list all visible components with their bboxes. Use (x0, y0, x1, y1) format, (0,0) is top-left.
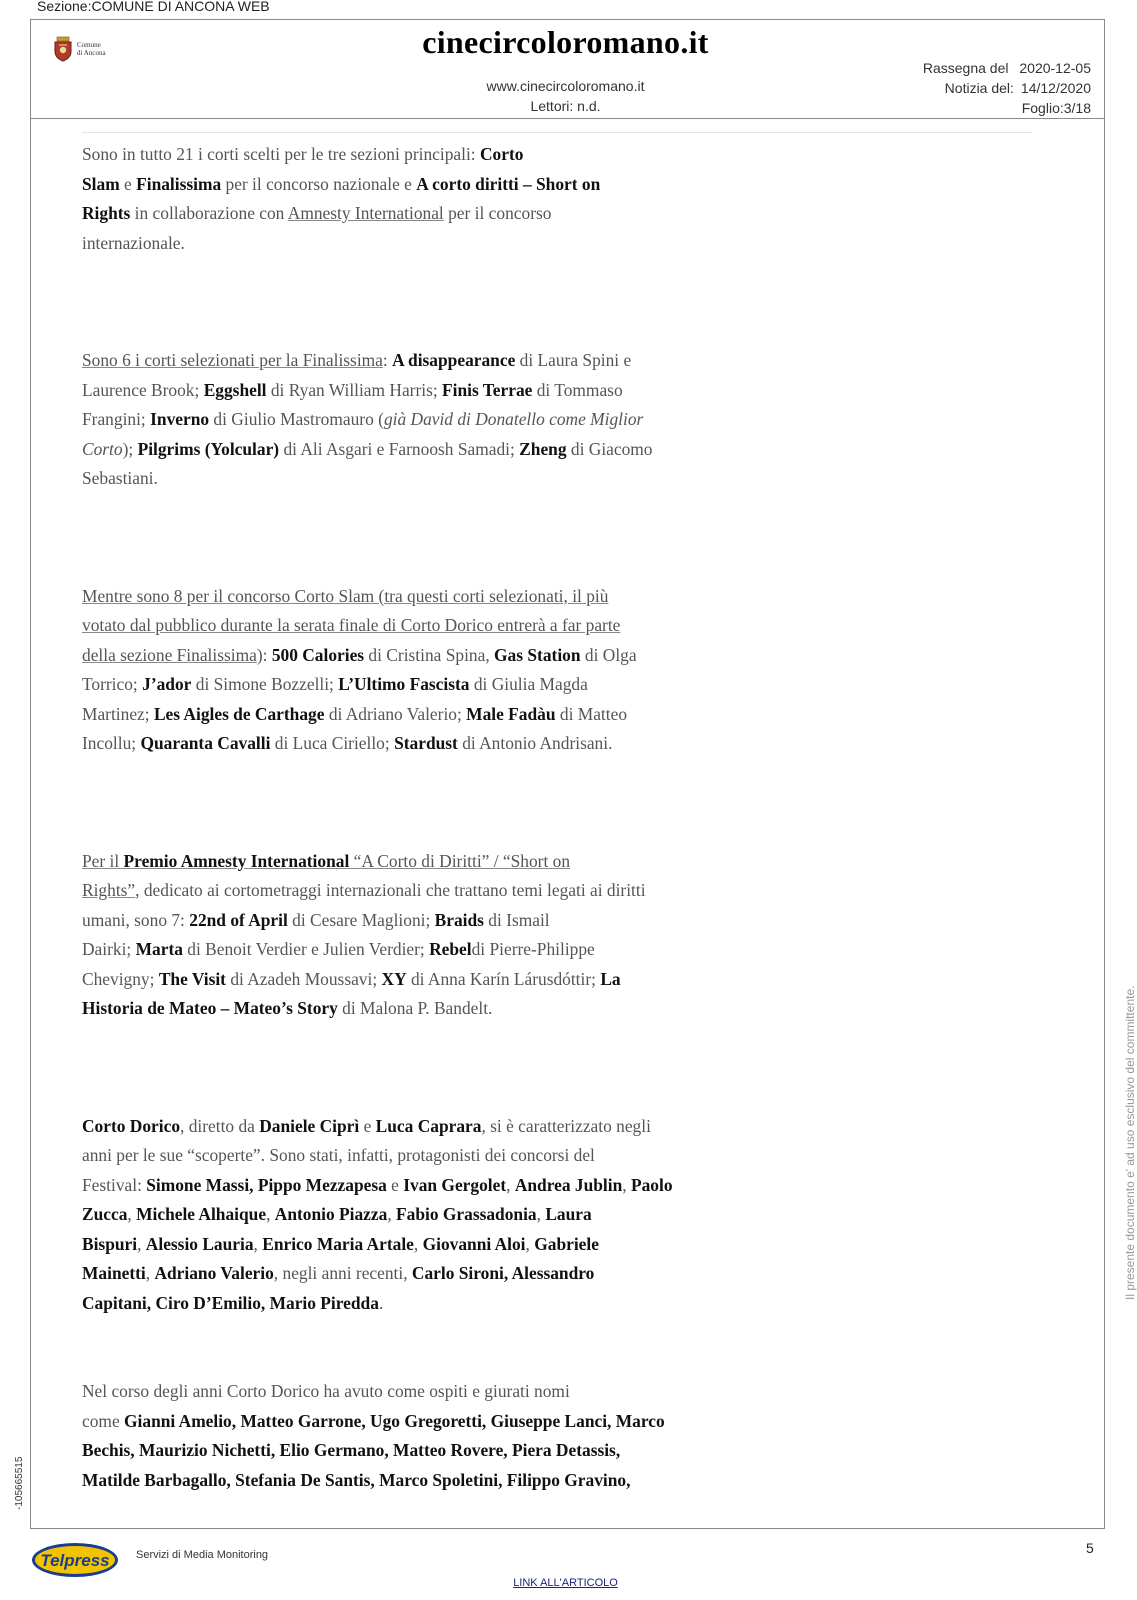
bold-run: Antonio Piazza (274, 1204, 388, 1224)
text-run: , (137, 1233, 146, 1254)
bold-run: The Visit (158, 968, 226, 989)
text-run: della sezione Finalissima) (82, 644, 263, 665)
text-run: di Pierre-Philippe (471, 939, 595, 959)
text-run: Laurence Brook; (82, 379, 204, 400)
text-run: di Cristina Spina, (364, 644, 495, 665)
text-run: di Adriano Valerio; (324, 703, 467, 724)
text-run: Frangini; (82, 409, 151, 429)
bold-run: Pilgrims (Yolcular) (137, 438, 280, 459)
text-run: Chevigny; (82, 968, 159, 989)
text-run: Mentre sono 8 per il concorso Corto Slam (tra questi corti selezionati, il più (82, 585, 609, 606)
bold-run: Enrico Maria Artale (262, 1233, 414, 1254)
paragraph-guests-jurors (82, 1377, 762, 1495)
text-run: di Giulio Mastromauro ( (209, 409, 384, 429)
text-run: Nel corso degli anni Corto Dorico ha avuto come ospiti e giurati nomi (82, 1381, 570, 1401)
text-run: e (359, 1115, 376, 1136)
text-run: , (266, 1204, 275, 1224)
article-body (82, 140, 762, 1495)
text-run: Per il (82, 850, 124, 871)
bold-run: Ivan Gergolet (403, 1174, 507, 1195)
header-subdivider (82, 132, 1032, 133)
bold-run: La (600, 968, 621, 989)
bold-run: A disappearance (392, 350, 516, 370)
text-run: anni per le sue “scoperte”. Sono stati, infatti, protagonisti dei concorsi del (82, 1145, 595, 1165)
text-run: di Tommaso (532, 379, 623, 400)
text-run: internazionale. (82, 232, 185, 253)
bold-run: Giovanni Aloi (422, 1233, 526, 1254)
bold-run: J’ador (142, 674, 192, 694)
italic-run: già David di Donatello come Miglior (383, 409, 644, 429)
bold-run: Simone Massi, Pippo Mezzapesa (146, 1174, 387, 1195)
text-run: , negli anni recenti, (273, 1263, 412, 1283)
text-run: Martinez; (82, 703, 154, 724)
text-run: Rights” (82, 880, 136, 900)
bold-run: 22nd of April (189, 909, 288, 930)
bold-run: Luca Caprara (375, 1115, 482, 1136)
text-run: , dedicato ai cortometraggi internazionali che trattano temi legati ai diritti (135, 880, 646, 900)
text-run: , (506, 1174, 515, 1195)
text-run: Festival: (82, 1174, 147, 1195)
text-run: e (119, 173, 137, 194)
bold-run: Gianni Amelio, Matteo Garrone, Ugo Gregoretti, Giuseppe Lanci, Marco (124, 1410, 665, 1431)
text-run: ); (122, 438, 138, 459)
text-run: in collaborazione con (130, 203, 288, 223)
text-run: di Antonio Andrisani. (457, 733, 613, 753)
rassegna-date: Rassegna del 2020-12-05 (922, 60, 1091, 76)
foglio-number: Foglio:3/18 (1021, 100, 1091, 116)
bold-run: Male Fadàu (466, 703, 556, 724)
telpress-tagline: Servizi di Media Monitoring (136, 1549, 269, 1561)
bold-run: Finalissima (136, 173, 222, 194)
text-run: . (378, 1292, 384, 1313)
bold-run: Carlo Sironi, Alessandro (411, 1263, 595, 1283)
bold-run: Inverno (150, 409, 210, 429)
text-run: di Ismail (483, 909, 550, 930)
text-run: di Matteo (555, 703, 628, 724)
text-run: , (253, 1233, 263, 1254)
bold-run: Michele Alhaique (136, 1204, 267, 1224)
bold-run: Daniele Ciprì (259, 1115, 360, 1136)
text-run: , (127, 1204, 137, 1224)
text-run: Sono in tutto 21 i corti scelti per le tre sezioni principali: (82, 144, 480, 164)
bold-run: Andrea Jublin (514, 1174, 623, 1195)
text-run: Sebastiani. (82, 468, 158, 488)
paragraph-corto-dorico-discoveries (82, 1112, 762, 1319)
header-divider (30, 118, 1105, 119)
text-run: per il concorso (443, 203, 552, 223)
document-id: -105665515 (14, 1456, 25, 1510)
text-run: di Ali Asgari e Farnoosh Samadi; (279, 438, 520, 459)
bold-run: Les Aigles de Carthage (153, 703, 325, 724)
bold-run: Finis Terrae (442, 379, 533, 400)
bold-run: Zheng (519, 438, 567, 459)
text-run: votato dal pubblico durante la serata finale di Corto Dorico entrerà a far parte (82, 615, 621, 635)
text-run: , (387, 1204, 397, 1224)
bold-run: Matilde Barbagallo, Stefania De Santis, Marco Spoletini, Filippo Gravino, (82, 1469, 631, 1490)
text-run: Sono 6 i corti selezionati per la Finalissima (82, 350, 383, 370)
logo-text-line-2: di Ancona (77, 49, 106, 57)
bold-run: Eggshell (203, 379, 267, 400)
bold-run: Rebel (429, 939, 472, 959)
text-run: di Malona P. Bandelt. (337, 998, 493, 1018)
bold-run: Gas Station (494, 644, 581, 665)
bold-run: Laura (545, 1204, 592, 1224)
bold-run: Historia de Mateo – Mateo’s Story (82, 998, 338, 1018)
italic-run: Corto (82, 438, 123, 459)
bold-run: Marta (135, 939, 183, 959)
paragraph-corto-slam (82, 582, 762, 759)
text-run: come (82, 1410, 125, 1431)
text-run: , si è caratterizzato negli (481, 1115, 651, 1136)
text-run: Amnesty International (287, 203, 444, 223)
text-run: di Laura Spini e (515, 350, 632, 370)
section-label: Sezione:COMUNE DI ANCONA WEB (37, 0, 270, 14)
text-run: : (262, 644, 272, 665)
text-run: Torrico; (82, 674, 143, 694)
bold-run: XY (381, 968, 407, 989)
bold-run: A corto diritti – Short on (416, 173, 601, 194)
disclaimer-text: Il presente documento e' ad uso esclusivo del committente. (1123, 985, 1137, 1300)
text-run: di Cesare Maglioni; (287, 909, 435, 930)
text-run: Dairki; (82, 939, 136, 959)
text-run: di Luca Ciriello; (270, 733, 395, 753)
telpress-logo-text: Telpress (40, 1551, 110, 1570)
text-run: , (413, 1233, 423, 1254)
readers-count: Lettori: n.d. (530, 98, 601, 114)
bold-run: Mainetti (82, 1263, 146, 1283)
bold-run: Slam (82, 173, 120, 194)
notizia-date: Notizia del: 14/12/2020 (944, 80, 1091, 96)
bold-run: Stardust (394, 733, 458, 753)
press-metadata (923, 58, 1091, 118)
text-run: di Ryan William Harris; (266, 379, 443, 400)
bold-run: Quaranta Cavalli (140, 733, 271, 753)
bold-run: Paolo (630, 1174, 673, 1195)
bold-run: Zucca (82, 1204, 128, 1224)
text-run: di Olga (580, 644, 637, 665)
bold-run: Fabio Grassadonia (396, 1204, 537, 1224)
paragraph-finalissima (82, 346, 762, 494)
site-title: cinecircoloromano.it (422, 24, 709, 60)
text-run: di Giacomo (566, 438, 653, 459)
bold-run: L’Ultimo Fascista (338, 674, 470, 694)
bold-run: Alessio Lauria (145, 1233, 254, 1254)
text-run: “A Corto di Diritti” / “Short on (349, 850, 571, 871)
text-run: di Azadeh Moussavi; (225, 968, 382, 989)
logo-text-line-1: Comune (77, 41, 101, 49)
text-run: e (386, 1174, 404, 1195)
bold-run: Adriano Valerio (154, 1263, 274, 1283)
bold-run: Rights (82, 203, 131, 223)
text-run: , (525, 1233, 535, 1254)
paragraph-amnesty-prize (82, 847, 762, 1024)
paragraph-short-films-total (82, 140, 762, 258)
bold-run: Premio Amnesty International (123, 850, 350, 871)
bold-run: 500 Calories (271, 644, 365, 665)
article-link[interactable]: LINK ALL'ARTICOLO (513, 1577, 618, 1589)
text-run: , (145, 1263, 155, 1283)
text-run: di Simone Bozzelli; (191, 674, 339, 694)
text-run: Incollu; (82, 733, 141, 753)
site-url: www.cinecircoloromano.it (486, 78, 645, 94)
telpress-logo (31, 1541, 121, 1579)
bold-run: Bechis, Maurizio Nichetti, Elio Germano, Matteo Rovere, Piera Detassis, (82, 1440, 621, 1460)
text-run: umani, sono 7: (82, 909, 190, 930)
bold-run: Corto Dorico (82, 1115, 181, 1136)
page-number: 5 (1086, 1540, 1094, 1556)
bold-run: Bispuri (82, 1233, 138, 1254)
bold-run: Corto (479, 144, 524, 164)
text-run: : (382, 350, 393, 370)
text-run: di Anna Karín Lárusdóttir; (406, 968, 601, 989)
text-run: di Benoit Verdier e Julien Verdier; (182, 939, 430, 959)
bold-run: Braids (434, 909, 484, 930)
text-run: per il concorso nazionale e (221, 173, 417, 194)
text-run: , (536, 1204, 546, 1224)
bold-run: Capitani, Ciro D’Emilio, Mario Piredda (82, 1292, 379, 1313)
bold-run: Gabriele (534, 1233, 599, 1254)
text-run: , diretto da (180, 1115, 260, 1136)
text-run: , (622, 1174, 631, 1195)
text-run: di Giulia Magda (469, 674, 588, 694)
